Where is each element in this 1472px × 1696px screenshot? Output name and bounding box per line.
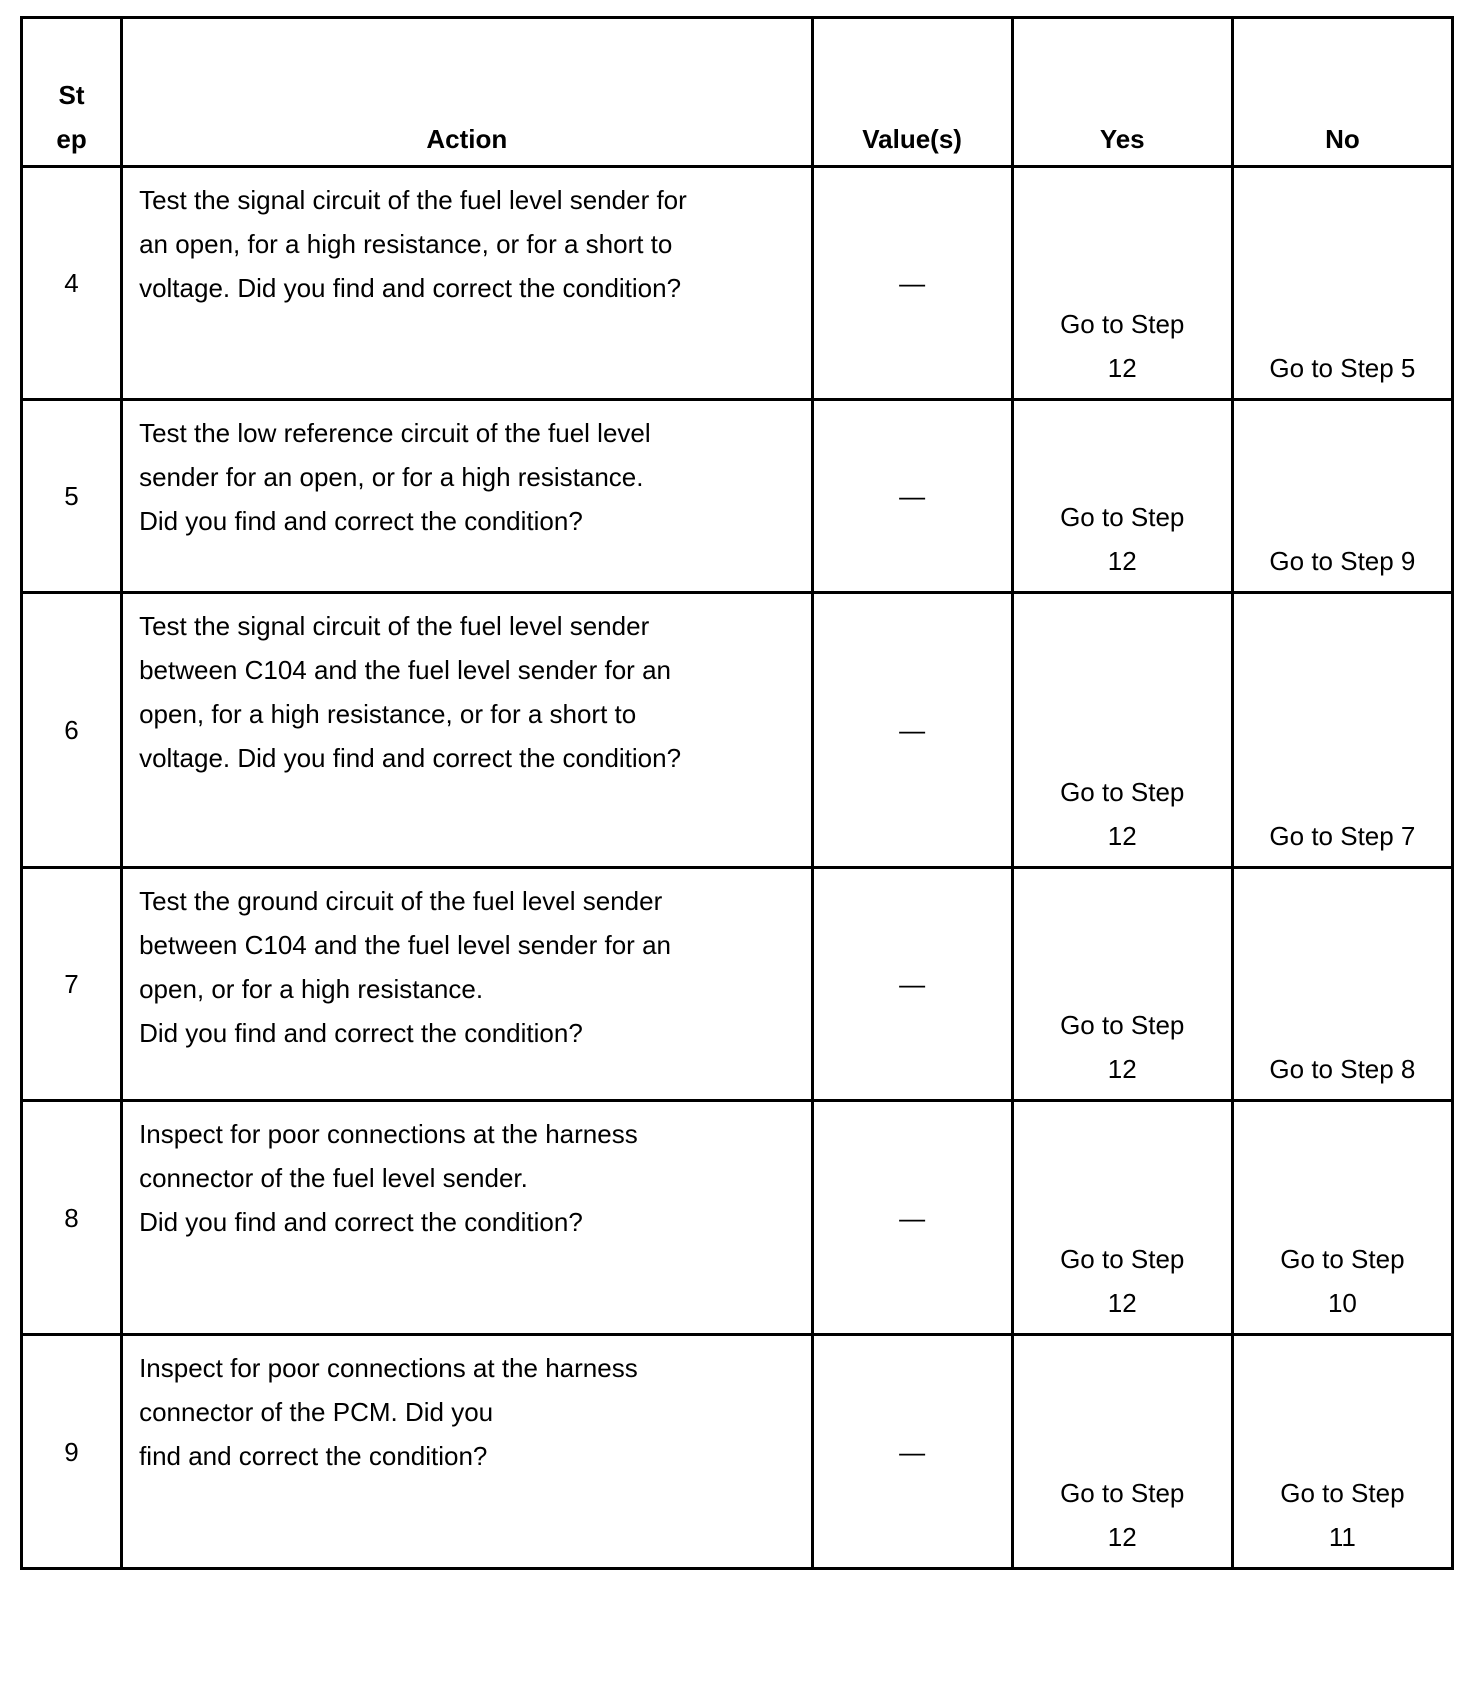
action-line: Inspect for poor connections at the harness bbox=[139, 1353, 638, 1383]
value-cell: — bbox=[812, 167, 1012, 400]
action-line: find and correct the condition? bbox=[139, 1441, 488, 1471]
step-number: 9 bbox=[22, 1335, 122, 1569]
table-row bbox=[22, 593, 1453, 868]
yes-line: Go to Step bbox=[1060, 1478, 1185, 1508]
no-cell bbox=[1232, 1101, 1452, 1335]
action-cell bbox=[122, 593, 812, 868]
table-row bbox=[22, 400, 1453, 593]
action-cell bbox=[122, 1101, 812, 1335]
action-cell bbox=[122, 868, 812, 1101]
no-line: Go to Step 7 bbox=[1269, 821, 1416, 851]
no-line: Go to Step 9 bbox=[1269, 546, 1416, 576]
action-line: Inspect for poor connections at the harness bbox=[139, 1119, 638, 1149]
yes-cell bbox=[1012, 868, 1232, 1101]
action-line: open, for a high resistance, or for a short to bbox=[139, 699, 637, 729]
value-cell: — bbox=[812, 1101, 1012, 1335]
no-cell bbox=[1232, 1335, 1452, 1569]
action-line: Test the signal circuit of the fuel level sender for bbox=[139, 185, 687, 215]
yes-cell bbox=[1012, 400, 1232, 593]
yes-line: 12 bbox=[1107, 353, 1137, 383]
yes-line: 12 bbox=[1107, 1054, 1137, 1084]
action-cell bbox=[122, 1335, 812, 1569]
action-line: Test the low reference circuit of the fuel level bbox=[139, 418, 651, 448]
table-row bbox=[22, 868, 1453, 1101]
table-row bbox=[22, 1335, 1453, 1569]
yes-cell bbox=[1012, 1335, 1232, 1569]
yes-line: 12 bbox=[1107, 1522, 1137, 1552]
value-cell: — bbox=[812, 593, 1012, 868]
action-line: voltage. Did you find and correct the condition? bbox=[139, 743, 682, 773]
header-step-line1: St bbox=[58, 80, 85, 110]
no-cell bbox=[1232, 868, 1452, 1101]
action-cell bbox=[122, 400, 812, 593]
yes-cell bbox=[1012, 167, 1232, 400]
yes-line: 12 bbox=[1107, 1288, 1137, 1318]
no-cell bbox=[1232, 593, 1452, 868]
no-line: Go to Step 8 bbox=[1269, 1054, 1416, 1084]
value-cell: — bbox=[812, 400, 1012, 593]
no-line: 11 bbox=[1328, 1522, 1356, 1552]
step-number: 5 bbox=[22, 400, 122, 593]
step-number: 6 bbox=[22, 593, 122, 868]
action-line: between C104 and the fuel level sender for an bbox=[139, 930, 671, 960]
step-number: 4 bbox=[22, 167, 122, 400]
yes-line: Go to Step bbox=[1060, 1244, 1185, 1274]
header-no: No bbox=[1232, 18, 1452, 167]
yes-cell bbox=[1012, 593, 1232, 868]
no-line: Go to Step 5 bbox=[1269, 353, 1416, 383]
action-line: Test the ground circuit of the fuel level sender bbox=[139, 886, 663, 916]
yes-line: Go to Step bbox=[1060, 309, 1185, 339]
header-yes: Yes bbox=[1012, 18, 1232, 167]
no-cell bbox=[1232, 167, 1452, 400]
action-line: Did you find and correct the condition? bbox=[139, 1207, 583, 1237]
yes-line: 12 bbox=[1107, 821, 1137, 851]
no-line: 10 bbox=[1327, 1288, 1357, 1318]
value-cell: — bbox=[812, 868, 1012, 1101]
header-step-line2: ep bbox=[56, 124, 87, 154]
header-action: Action bbox=[122, 18, 812, 167]
table-row bbox=[22, 167, 1453, 400]
action-line: between C104 and the fuel level sender for an bbox=[139, 655, 671, 685]
value-cell: — bbox=[812, 1335, 1012, 1569]
no-cell bbox=[1232, 400, 1452, 593]
action-line: voltage. Did you find and correct the condition? bbox=[139, 273, 682, 303]
table-row bbox=[22, 1101, 1453, 1335]
header-step bbox=[22, 18, 122, 167]
header-values: Value(s) bbox=[812, 18, 1012, 167]
step-number: 8 bbox=[22, 1101, 122, 1335]
action-line: Did you find and correct the condition? bbox=[139, 1018, 583, 1048]
header-row bbox=[22, 18, 1453, 167]
action-line: connector of the PCM. Did you bbox=[139, 1397, 494, 1427]
action-line: Did you find and correct the condition? bbox=[139, 506, 583, 536]
yes-line: Go to Step bbox=[1060, 1010, 1185, 1040]
yes-line: 12 bbox=[1107, 546, 1137, 576]
no-line: Go to Step bbox=[1280, 1244, 1405, 1274]
yes-cell bbox=[1012, 1101, 1232, 1335]
diagnostic-table bbox=[20, 16, 1454, 1570]
no-line: Go to Step bbox=[1280, 1478, 1405, 1508]
action-line: connector of the fuel level sender. bbox=[139, 1163, 528, 1193]
yes-line: Go to Step bbox=[1060, 777, 1185, 807]
action-line: an open, for a high resistance, or for a short to bbox=[139, 229, 673, 259]
yes-line: Go to Step bbox=[1060, 502, 1185, 532]
step-number: 7 bbox=[22, 868, 122, 1101]
action-line: open, or for a high resistance. bbox=[139, 974, 484, 1004]
action-line: Test the signal circuit of the fuel level sender bbox=[139, 611, 650, 641]
action-cell bbox=[122, 167, 812, 400]
action-line: sender for an open, or for a high resistance. bbox=[139, 462, 644, 492]
